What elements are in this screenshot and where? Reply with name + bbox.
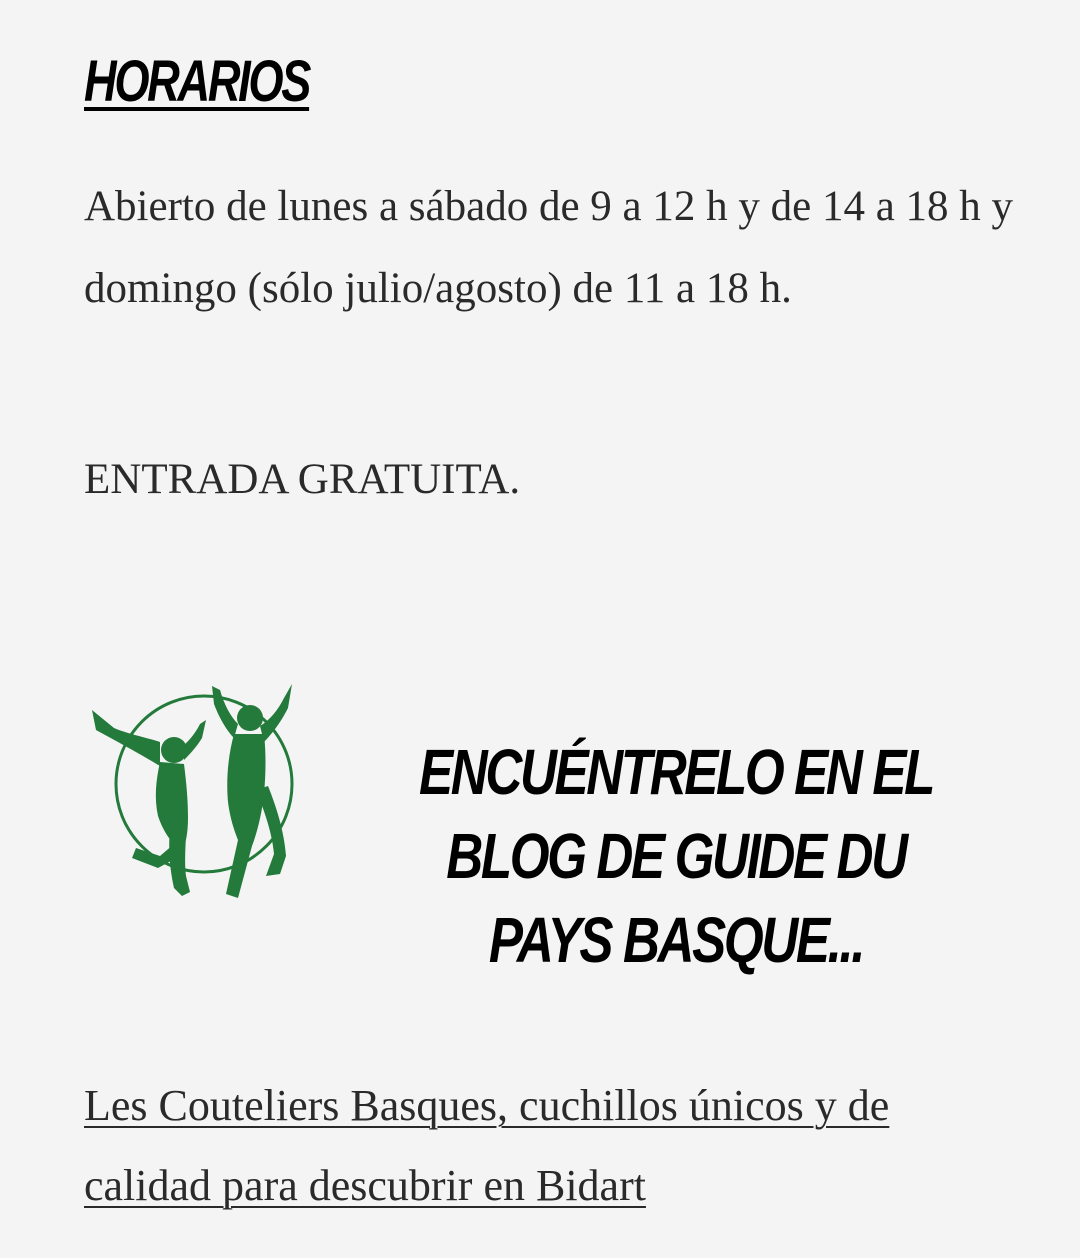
admission-text: ENTRADA GRATUITA. [84, 456, 521, 503]
blog-article-link[interactable]: Les Couteliers Basques, cuchillos únicos y de calidad para descubrir en Bidart [84, 1081, 890, 1210]
opening-hours-text: Abierto de lunes a sábado de 9 a 12 h y de 14 a 18 h y domingo (sólo julio/agosto) de 11 a 18 h. [84, 183, 1014, 312]
jumping-people-icon [88, 680, 308, 908]
blog-heading: ENCUÉNTRELO EN EL BLOG DE GUIDE DU PAYS BASQUE... [419, 736, 933, 976]
hours-heading: HORARIOS [84, 49, 310, 114]
